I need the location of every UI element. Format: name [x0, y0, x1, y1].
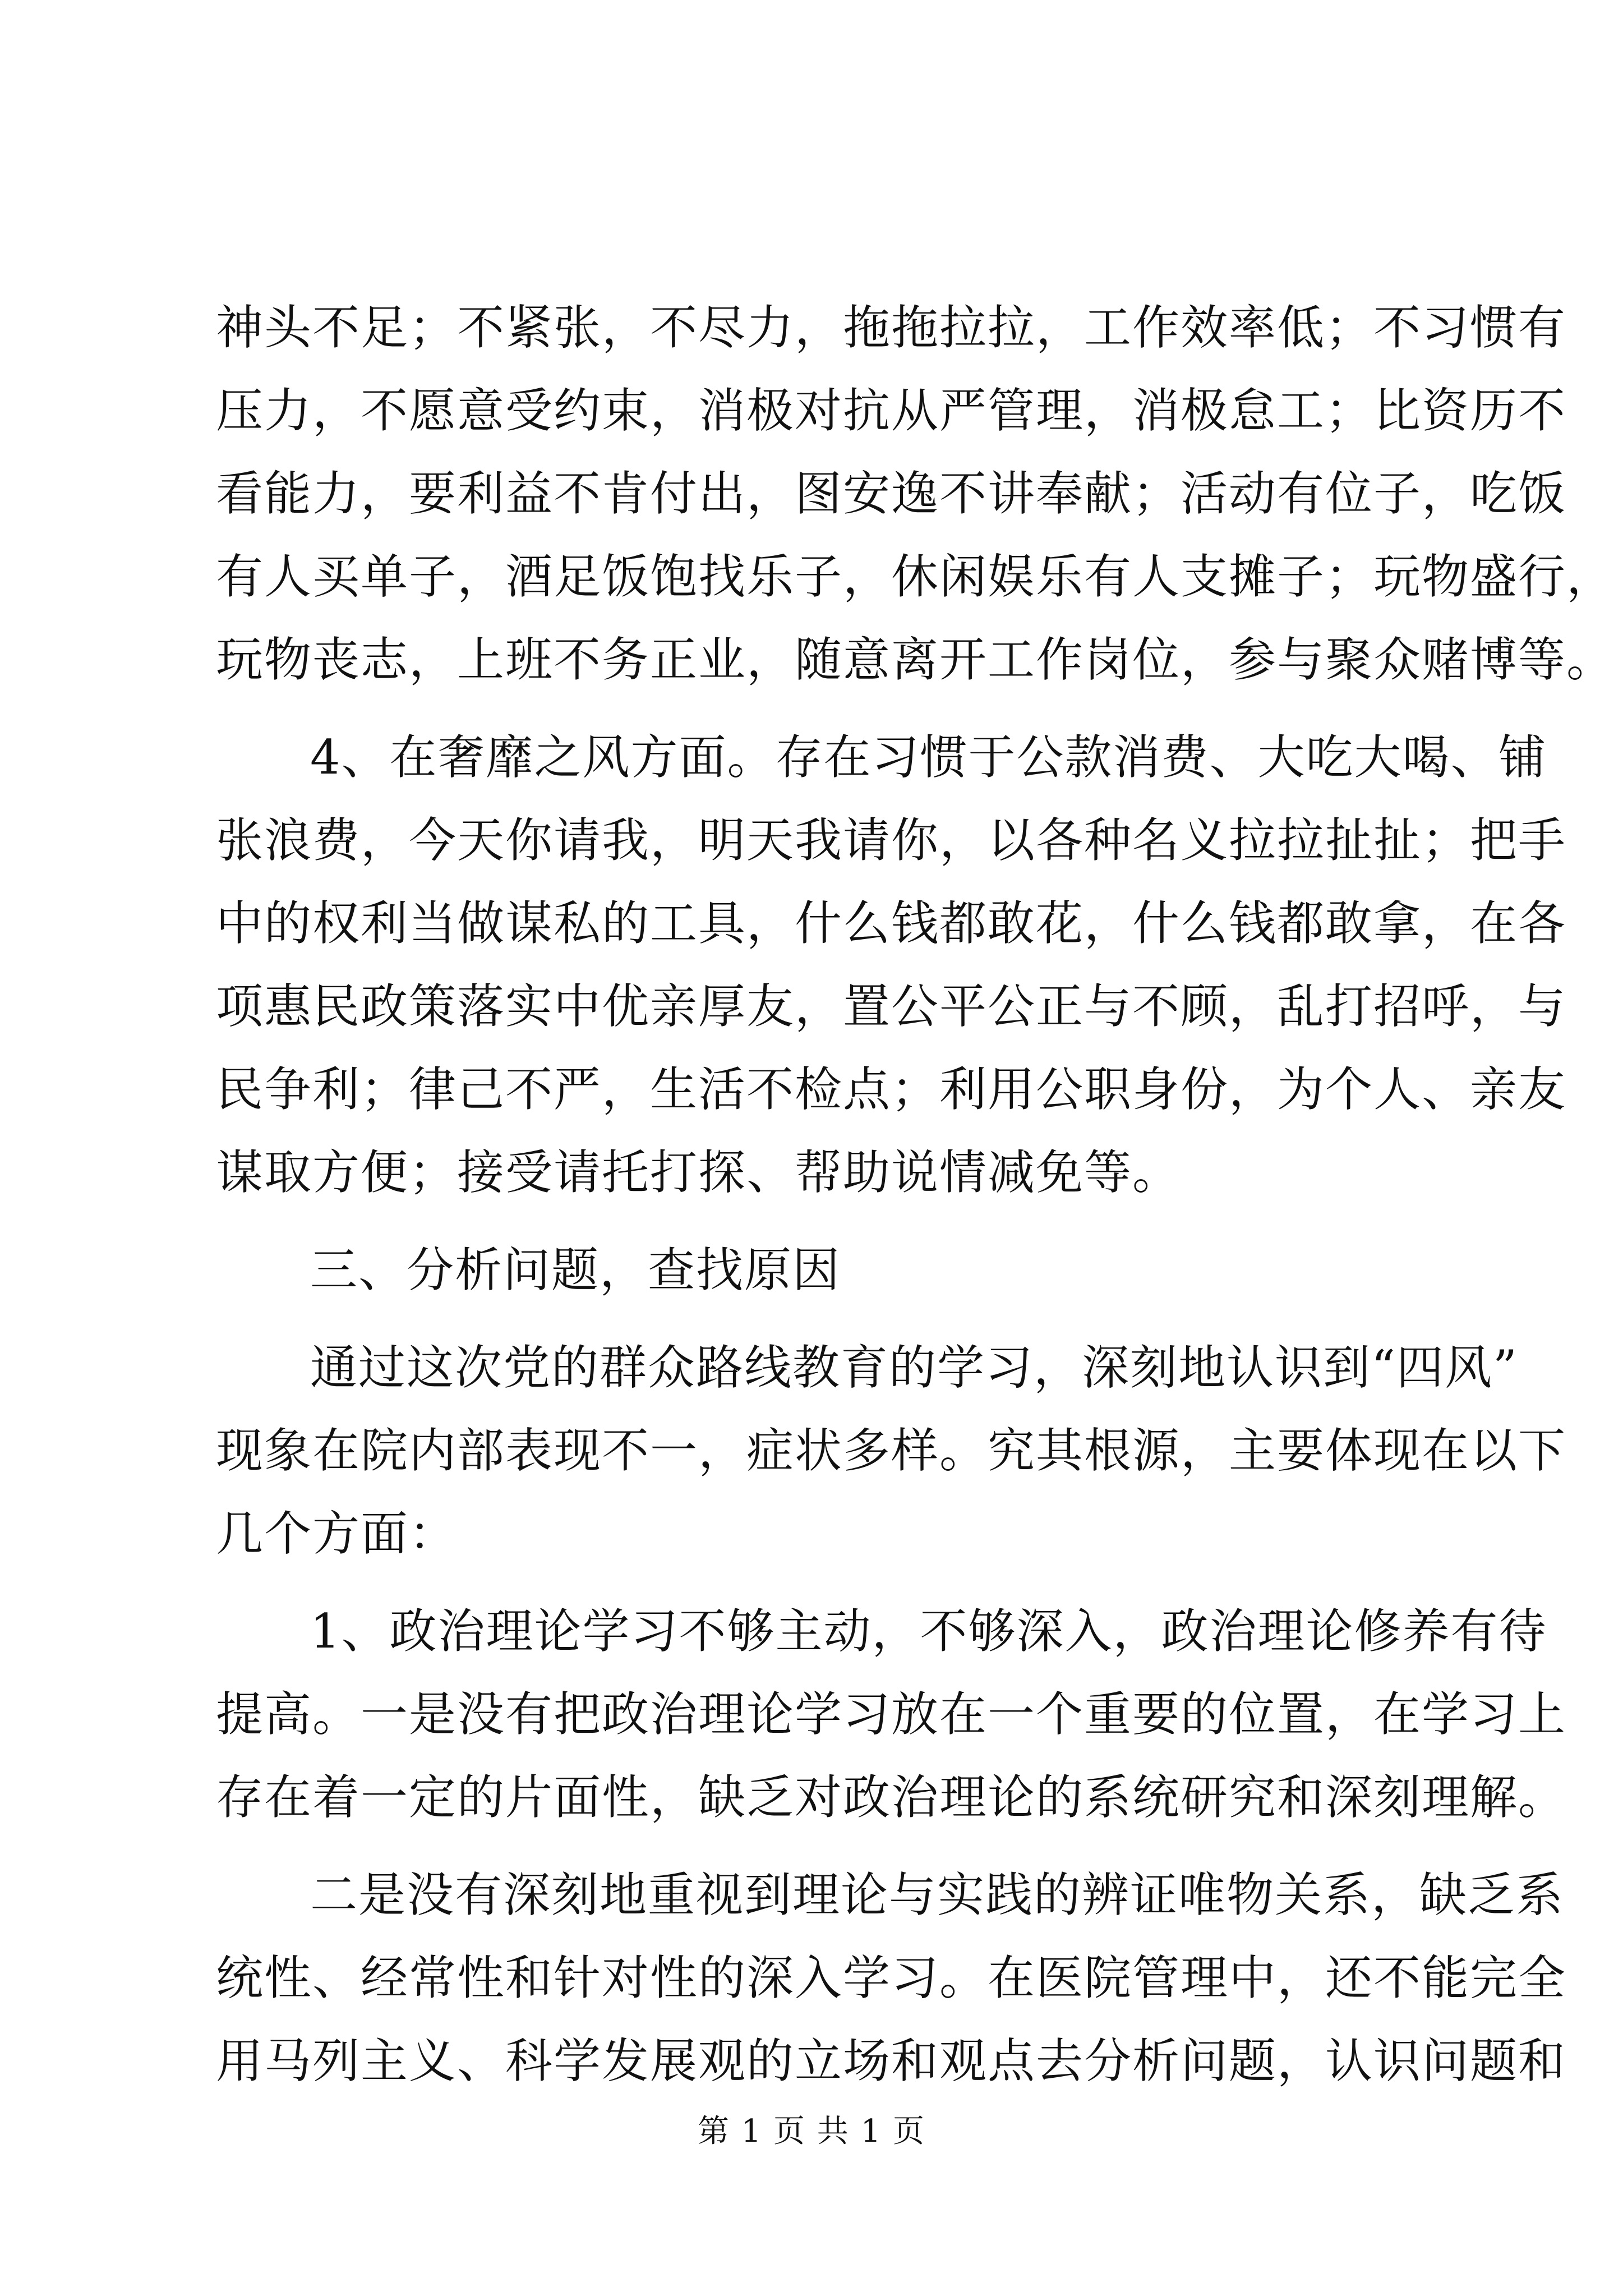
paragraph-start-line: 通过这次党的群众路线教育的学习，深刻地认识到“四风” — [310, 1340, 1518, 1395]
text-line: 几个方面： — [216, 1506, 458, 1561]
document-body — [216, 286, 1615, 2102]
text-line: 用马列主义、科学发展观的立场和观点去分析问题，认识问题和 — [216, 2033, 1567, 2088]
text-line: 谋取方便；接受请托打探、帮助说情减免等。 — [216, 1145, 1181, 1200]
paragraph-start-line: 1、政治理论学习不够主动，不够深入，政治理论修养有待 — [310, 1604, 1547, 1659]
page-number-footer: 第 1 页 共 1 页 — [697, 2113, 926, 2150]
text-line: 存在着一定的片面性，缺乏对政治理论的系统研究和深刻理解。 — [216, 1770, 1567, 1825]
text-line: 玩物丧志，上班不务正业，随意离开工作岗位，参与聚众赌博等。 — [216, 632, 1615, 687]
text-line: 张浪费，今天你请我，明天我请你，以各种名义拉拉扯扯；把手 — [216, 813, 1567, 868]
text-line: 看能力，要利益不肯付出，图安逸不讲奉献；活动有位子，吃饭 — [216, 466, 1567, 521]
paragraph-start-line: 4、在奢靡之风方面。存在习惯于公款消费、大吃大喝、铺 — [310, 730, 1547, 785]
section-heading: 三、分析问题，查找原因 — [310, 1243, 841, 1297]
text-line: 提高。一是没有把政治理论学习放在一个重要的位置，在学习上 — [216, 1687, 1567, 1742]
text-line: 现象在院内部表现不一，症状多样。究其根源，主要体现在以下 — [216, 1423, 1567, 1478]
text-line: 神头不足；不紧张，不尽力，拖拖拉拉，工作效率低；不习惯有 — [216, 300, 1567, 355]
text-line: 中的权利当做谋私的工具，什么钱都敢花，什么钱都敢拿，在各 — [216, 896, 1567, 951]
text-line: 项惠民政策落实中优亲厚友，置公平公正与不顾，乱打招呼，与 — [216, 979, 1567, 1034]
text-line: 压力，不愿意受约束，消极对抗从严管理，消极怠工；比资历不 — [216, 383, 1567, 438]
text-line: 有人买单子，酒足饭饱找乐子，休闲娱乐有人支摊子；玩物盛行， — [216, 549, 1615, 604]
text-line: 民争利；律己不严，生活不检点；利用公职身份，为个人、亲友 — [216, 1062, 1567, 1117]
paragraph-start-line: 二是没有深刻地重视到理论与实践的辨证唯物关系，缺乏系 — [310, 1867, 1565, 1922]
text-line: 统性、经常性和针对性的深入学习。在医院管理中，还不能完全 — [216, 1950, 1567, 2005]
